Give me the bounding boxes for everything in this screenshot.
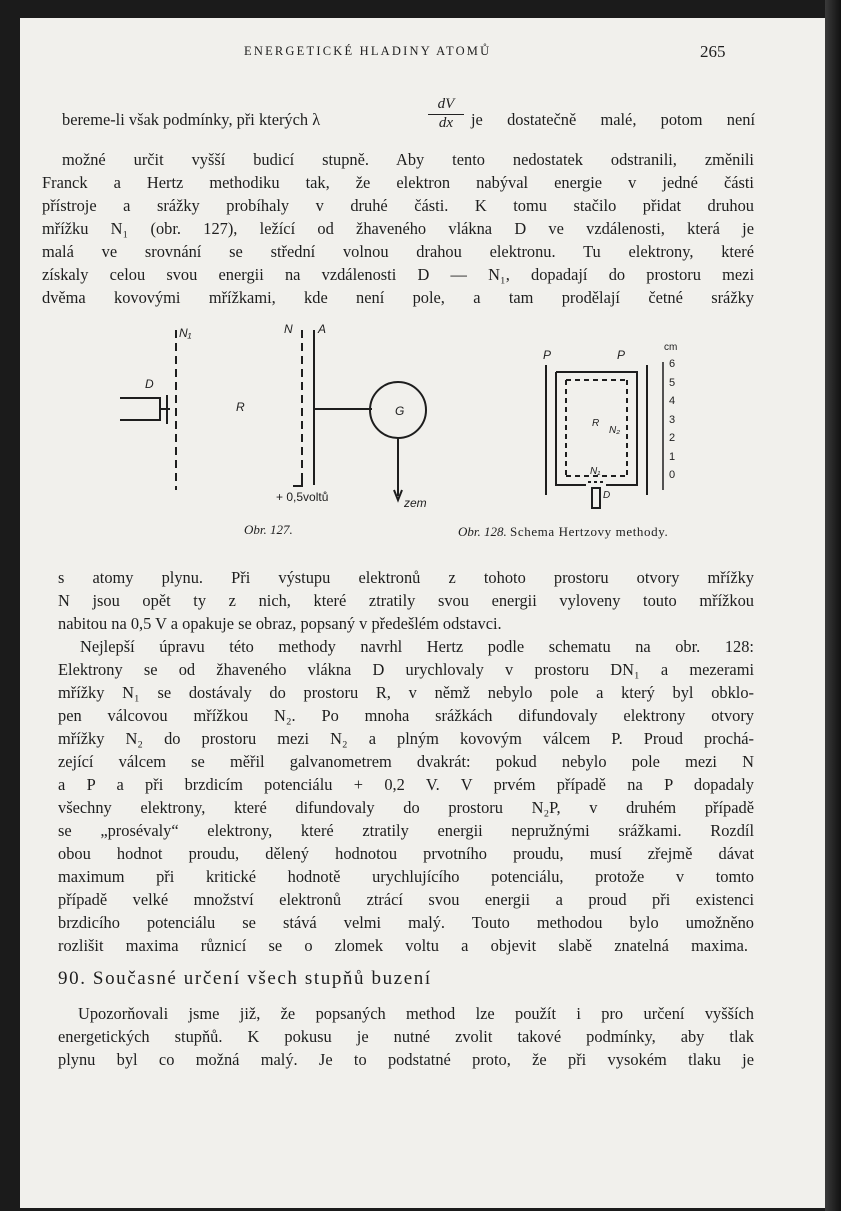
- figure-128: [546, 362, 663, 508]
- text-line: rozlišit maxima různicí se o zlomek voltu a objevit slabě znatelná maxima.: [58, 936, 748, 955]
- text-line: všechny elektrony, které difundovaly do prostoru N₂P, v druhém případě: [58, 798, 754, 817]
- text-line: a P a při brzdicím potenciálu + 0,2 V. V prvém případě na P dopadaly: [58, 775, 754, 794]
- text-line: možné určit vyšší budicí stupně. Aby tento nedostatek odstranili, změnili: [62, 150, 754, 169]
- text-line: brzdicího potenciálu se stává velmi malý. Touto methodou bylo umožněno: [58, 913, 754, 932]
- text-line: Nejlepší úpravu této methody navrhl Hertz podle schematu na obr. 128:: [80, 637, 754, 656]
- label-d: D: [603, 490, 611, 501]
- caption-128-text: Schema Hertzovy methody.: [510, 524, 669, 539]
- caption-128: [458, 524, 668, 540]
- text-line: energetických stupňů. K pokusu je nutné zvolit takové podmínky, aby tlak: [58, 1027, 754, 1046]
- scale-tick-label: 3: [669, 413, 676, 426]
- label-n1: N₁: [590, 466, 601, 477]
- label-ground: zem: [404, 496, 427, 510]
- text-line: Elektrony se od žhaveného vlákna D urychlovaly v prostoru DN₁ a mezerami: [58, 660, 754, 679]
- filament-d-holder: [120, 398, 160, 420]
- text-line: přístroje a srážky probíhaly v druhé části. K tomu stačilo přidat druhou: [42, 196, 754, 215]
- text-line: pen válcovou mřížkou N₂. Po mnoha srážkách difundovaly elektrony otvory: [58, 706, 754, 725]
- figures: [0, 0, 841, 560]
- label-n2: N₂: [609, 425, 621, 436]
- text-line: Upozorňovali jsme již, že popsaných method lze použít i pro určení vyšších: [78, 1004, 754, 1023]
- label-d: D: [145, 377, 154, 391]
- text-line: plynu byl co možná malý. Je to podstatné proto, že při vysokém tlaku je: [58, 1050, 754, 1069]
- text-line: malá ve srovnání se střední volnou drahou elektronu. Tu elektrony, které: [42, 242, 754, 261]
- text-line: získaly celou svou energii na vzdálenosti D — N₁, dopadají do prostoru mezi: [42, 265, 754, 284]
- label-n1: N₁: [179, 326, 192, 340]
- figure-127: [120, 330, 426, 500]
- scale-tick-label: 6: [669, 358, 676, 370]
- section-heading: 90. Současné určení všech stupňů buzení: [58, 968, 432, 989]
- scale-unit: cm: [664, 342, 678, 353]
- label-p-right: P: [617, 348, 626, 362]
- text-line: nabitou na 0,5 V a opakuje se obraz, popsaný v předešlém odstavci.: [58, 614, 502, 633]
- text-line: se „prosévaly“ elektrony, které ztratily energii nepružnými srážkami. Rozdíl: [58, 821, 754, 840]
- text-line: N jsou opět ty z nich, které ztratily svou energii vyloveny touto mřížkou: [58, 591, 754, 610]
- text-line: obou hodnot proudu, dělený hodnotou prvotního proudu, musí zřejmě dávat: [58, 844, 754, 863]
- label-voltage: + 0,5voltů: [276, 490, 329, 504]
- caption-127: Obr. 127.: [244, 522, 293, 537]
- text-line: bereme-li však podmínky, při kterých λ: [62, 110, 321, 129]
- label-r: R: [236, 400, 245, 414]
- label-g: G: [395, 404, 405, 418]
- page-number: 265: [700, 42, 726, 61]
- text-line: maximum při kritické hodnotě urychlujícího potenciálu, protože v tomto: [58, 867, 754, 886]
- scale-tick-label: 2: [669, 432, 676, 444]
- text-line: je dostatečně malé, potom není: [471, 110, 755, 129]
- running-title: ENERGETICKÉ HLADINY ATOMŮ: [244, 44, 492, 58]
- label-r: R: [592, 418, 600, 429]
- scale-tick-label: 5: [669, 376, 676, 389]
- text-line: mřížky N₂ do prostoru mezi N₂ a plným kovovým válcem P. Proud prochá-: [58, 729, 754, 748]
- text-line: dvěma kovovými mřížkami, kde není pole, a tam prodělají četné srážky: [42, 288, 754, 307]
- fraction-denominator: dx: [438, 115, 454, 131]
- text-line: Franck a Hertz methodiku tak, že elektron nabýval energie v jedné části: [42, 173, 754, 192]
- label-n: N: [284, 322, 293, 336]
- label-p-left: P: [543, 348, 552, 362]
- label-a: A: [318, 322, 327, 336]
- scale-tick-label: 4: [669, 395, 676, 407]
- text-line: mřížku N₁ (obr. 127), ležící od žhaveného vlákna D ve vzdálenosti, která je: [42, 219, 754, 238]
- text-line: zející válcem se měřil galvanometrem dvakrát: pokud nebylo pole mezi N: [58, 752, 754, 771]
- cylinder-p: [556, 372, 586, 485]
- scale-tick-label: 1: [669, 450, 676, 463]
- text-line: mřížky N₁ se dostávaly do prostoru R, v němž nebylo pole a který byl obklo-: [58, 683, 754, 702]
- text-line: případě velké množství elektronů ztrácí svou energii a proud při existenci: [58, 890, 754, 909]
- text-line: s atomy plynu. Při výstupu elektronů z tohoto prostoru otvory mřížky: [58, 568, 754, 587]
- fraction-numerator: dV: [437, 96, 455, 112]
- caption-128-prefix: Obr. 128.: [458, 524, 507, 539]
- scale-tick-label: 0: [669, 469, 676, 481]
